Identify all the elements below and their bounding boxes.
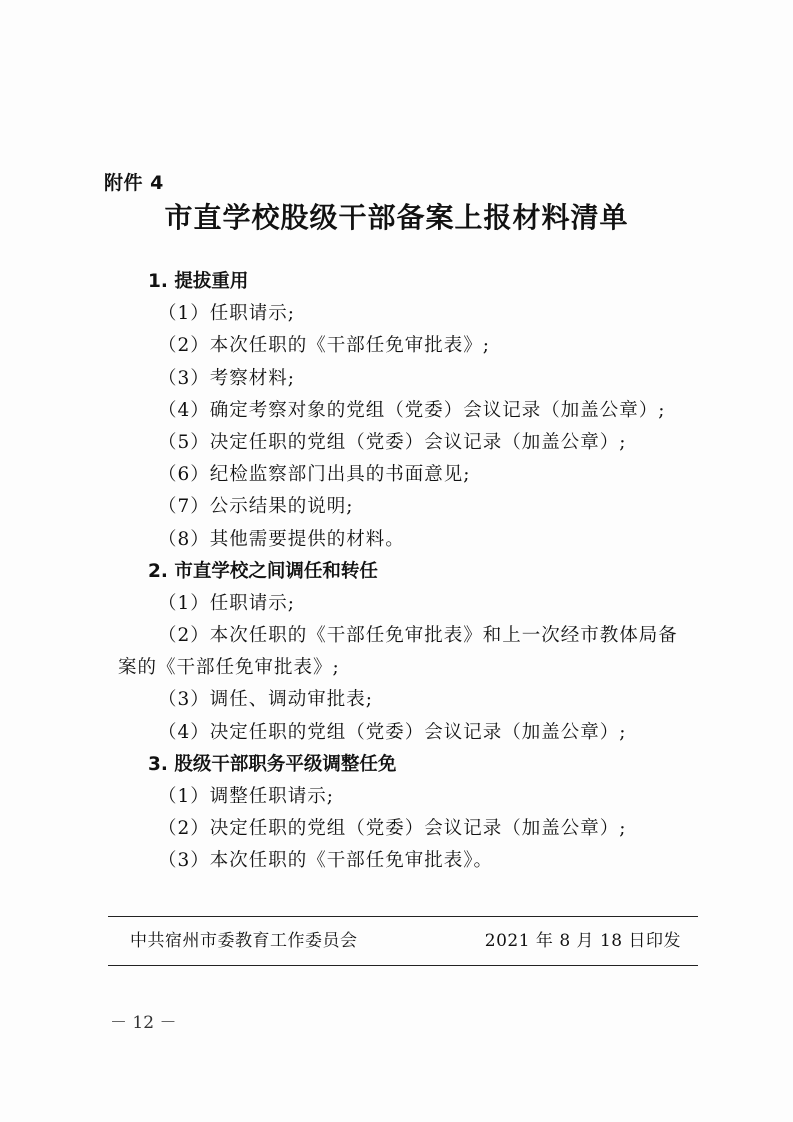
section-heading: 2. 市直学校之间调任和转任	[148, 560, 378, 582]
list-item: （1）任职请示;	[158, 592, 296, 614]
section-heading: 1. 提拔重用	[148, 271, 249, 292]
list-item: （3）本次任职的《干部任免审批表》。	[158, 850, 494, 872]
list-item: （3）考察材料;	[158, 367, 296, 389]
list-item: （4）决定任职的党组（党委）会议记录（加盖公章）;	[158, 721, 627, 743]
footer-top-rule	[108, 916, 698, 917]
list-item: （8）其他需要提供的材料。	[158, 528, 405, 550]
section-3	[102, 749, 702, 878]
footer-bottom-rule	[108, 965, 698, 966]
list-item: （5）决定任职的党组（党委）会议记录（加盖公章）;	[158, 431, 627, 453]
footer-date: 2021 年 8 月 18 日印发	[484, 931, 681, 951]
list-item: （2）本次任职的《干部任免审批表》和上一次经市教体局备	[158, 625, 678, 647]
list-item: （7）公示结果的说明;	[158, 496, 354, 518]
attachment-label: 附件 4	[104, 172, 164, 194]
section-heading: 3. 股级干部职务平级调整任免	[148, 753, 397, 775]
list-item: （1）调整任职请示;	[158, 786, 335, 807]
section-2	[102, 556, 702, 749]
footer-organization: 中共宿州市委教育工作委员会	[130, 931, 358, 951]
page-number: － 12 －	[110, 1013, 177, 1033]
document-body	[102, 266, 702, 878]
list-item-continuation: 案的《干部任免审批表》;	[118, 657, 340, 679]
list-item: （3）调任、调动审批表;	[158, 689, 374, 711]
list-item: （4）确定考察对象的党组（党委）会议记录（加盖公章）;	[158, 399, 666, 421]
document-title: 市直学校股级干部备案上报材料清单	[164, 201, 629, 234]
section-1	[102, 266, 702, 556]
list-item: （2）本次任职的《干部任免审批表》;	[158, 335, 491, 357]
list-item: （6）纪检监察部门出具的书面意见;	[158, 464, 471, 486]
list-item: （1）任职请示;	[158, 303, 296, 325]
list-item: （2）决定任职的党组（党委）会议记录（加盖公章）;	[158, 818, 627, 840]
